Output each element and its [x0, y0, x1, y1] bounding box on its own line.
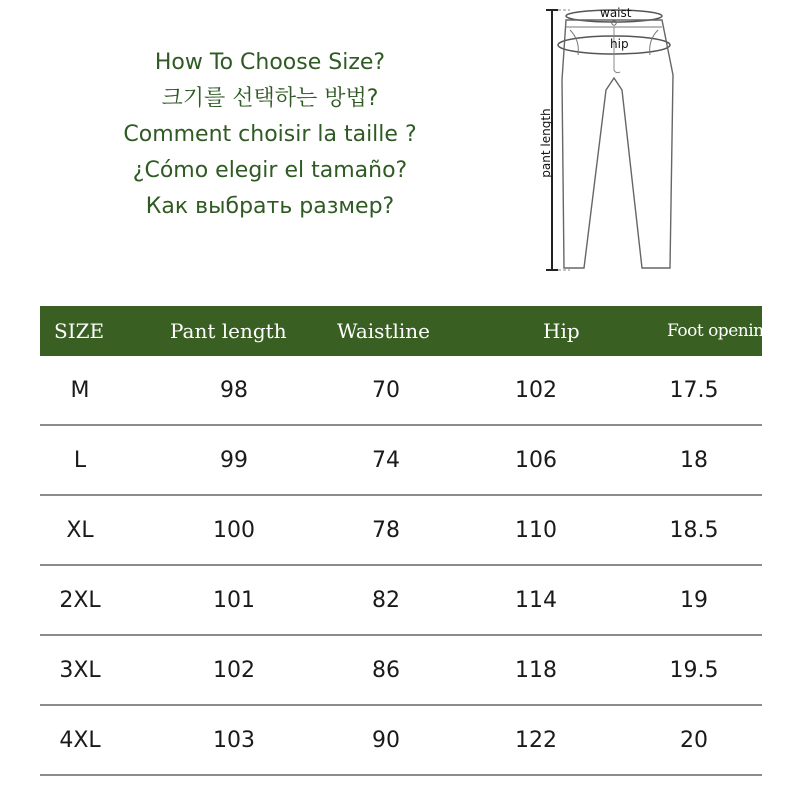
cell-size: XL	[66, 517, 94, 543]
pants-outline-illustration	[530, 0, 730, 285]
cell-hip: 114	[515, 587, 557, 613]
table-row	[40, 356, 762, 426]
size-chart-table	[40, 306, 774, 776]
header-pant-length: Pant length	[170, 319, 287, 343]
cell-foot-opening: 17.5	[669, 377, 719, 403]
header-foot-opening: Foot opening	[667, 321, 774, 341]
cell-waistline: 86	[372, 657, 400, 683]
cell-foot-opening: 19.5	[669, 657, 719, 683]
table-row	[40, 636, 762, 706]
header-size: SIZE	[54, 319, 105, 343]
waist-label: waist	[600, 6, 632, 20]
hip-label: hip	[610, 37, 629, 51]
cell-pant-length: 102	[213, 657, 255, 683]
heading-french: Comment choisir la taille ?	[123, 122, 417, 147]
cell-pant-length: 100	[213, 517, 255, 543]
cell-pant-length: 103	[213, 727, 255, 753]
cell-pant-length: 98	[220, 377, 248, 403]
cell-waistline: 78	[372, 517, 400, 543]
header-waistline: Waistline	[337, 319, 430, 343]
size-guide-headings	[60, 45, 480, 225]
heading-english: How To Choose Size?	[154, 50, 386, 75]
heading-korean: 크기를 선택하는 방법?	[161, 86, 379, 111]
table-row	[40, 566, 762, 636]
cell-waistline: 90	[372, 727, 400, 753]
heading-spanish: ¿Cómo elegir el tamaño?	[132, 158, 408, 183]
table-row	[40, 706, 762, 776]
cell-hip: 122	[515, 727, 557, 753]
table-header-row	[40, 306, 774, 356]
cell-foot-opening: 19	[680, 587, 708, 613]
cell-size: 3XL	[59, 657, 101, 683]
cell-size: M	[70, 377, 90, 403]
cell-size: 4XL	[59, 727, 101, 753]
cell-hip: 106	[515, 447, 557, 473]
table-row	[40, 496, 762, 566]
cell-foot-opening: 20	[680, 727, 708, 753]
cell-waistline: 82	[372, 587, 400, 613]
pants-measurement-diagram	[530, 0, 730, 285]
cell-pant-length: 101	[213, 587, 255, 613]
table-row	[40, 426, 762, 496]
cell-hip: 102	[515, 377, 557, 403]
cell-hip: 118	[515, 657, 557, 683]
cell-pant-length: 99	[220, 447, 248, 473]
cell-foot-opening: 18.5	[669, 517, 719, 543]
cell-size: 2XL	[59, 587, 101, 613]
cell-waistline: 70	[372, 377, 400, 403]
header-hip: Hip	[543, 319, 580, 343]
heading-russian: Как выбрать размер?	[145, 194, 395, 219]
cell-hip: 110	[515, 517, 557, 543]
cell-foot-opening: 18	[680, 447, 708, 473]
cell-size: L	[73, 447, 87, 473]
cell-waistline: 74	[372, 447, 400, 473]
pant-length-label: pant length	[539, 108, 553, 178]
